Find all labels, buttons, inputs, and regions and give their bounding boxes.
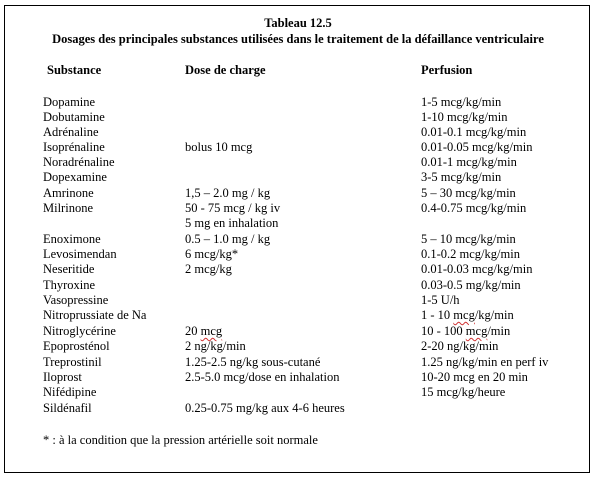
cell-perfusion: 10 - 100 mcg/min [421,324,511,338]
cell-dose: 5 mg en inhalation [185,216,279,230]
cell-perfusion: 10-20 mcg en 20 min [421,370,528,384]
header-perfusion: Perfusion [421,63,473,77]
table-row [0,140,596,155]
cell-perfusion: 1-10 mcg/kg/min [421,110,508,124]
cell-substance: Neseritide [43,262,95,276]
table-row [0,293,596,308]
cell-dose: 2.5-5.0 mcg/dose en inhalation [185,370,340,384]
cell-dose: 50 - 75 mcg / kg iv [185,201,281,215]
cell-perfusion: 0.4-0.75 mcg/kg/min [421,201,527,215]
table-row [0,370,596,385]
cell-substance: Dobutamine [43,110,105,124]
cell-dose: 20 mcg [185,324,223,338]
cell-dose: 1.25-2.5 ng/kg sous-cutané [185,355,321,369]
cell-substance: Dopamine [43,95,96,109]
cell-perfusion: 3-5 mcg/kg/min [421,170,502,184]
table-row [0,216,596,231]
cell-perfusion: 1-5 mcg/kg/min [421,95,502,109]
cell-substance: Adrénaline [43,125,99,139]
cell-perfusion: 5 – 10 mcg/kg/min [421,232,516,246]
cell-dose: 0.5 – 1.0 mg / kg [185,232,271,246]
cell-dose: 2 ng/kg/min [185,339,246,353]
cell-perfusion: 0.01-0.05 mcg/kg/min [421,140,533,154]
cell-perfusion: 2-20 ng/kg/min [421,339,499,353]
table-row [0,401,596,416]
cell-substance: Nifédipine [43,385,97,399]
cell-substance: Thyroxine [43,278,96,292]
table-row [0,278,596,293]
cell-dose: 2 mcg/kg [185,262,232,276]
cell-perfusion: 0.01-1 mcg/kg/min [421,155,517,169]
cell-perfusion: 0.01-0.03 mcg/kg/min [421,262,533,276]
cell-perfusion: 0.01-0.1 mcg/kg/min [421,125,527,139]
table-row [0,155,596,170]
cell-substance: Vasopressine [43,293,109,307]
cell-perfusion: 15 mcg/kg/heure [421,385,506,399]
cell-perfusion: 1-5 U/h [421,293,460,307]
cell-substance: Iloprost [43,370,82,384]
cell-substance: Amrinone [43,186,94,200]
cell-perfusion: 1.25 ng/kg/min en perf iv [421,355,549,369]
table-footnote: * : à la condition que la pression artérielle soit normale [43,433,318,447]
header-dose: Dose de charge [185,63,266,77]
table-row [0,247,596,262]
table-row [0,262,596,277]
table-row [0,125,596,140]
cell-substance: Isoprénaline [43,140,105,154]
cell-perfusion: 1 - 10 mcg/kg/min [421,308,514,322]
table-row [0,170,596,185]
cell-substance: Epoprosténol [43,339,110,353]
cell-perfusion: 5 – 30 mcg/kg/min [421,186,516,200]
table-row [0,339,596,354]
cell-substance: Milrinone [43,201,93,215]
table-row [0,110,596,125]
table-row [0,308,596,323]
cell-dose: 6 mcg/kg* [185,247,239,261]
table-row [0,186,596,201]
cell-perfusion: 0.1-0.2 mcg/kg/min [421,247,520,261]
cell-perfusion: 0.03-0.5 mg/kg/min [421,278,521,292]
cell-substance: Treprostinil [43,355,102,369]
cell-substance: Noradrénaline [43,155,115,169]
cell-dose: 0.25-0.75 mg/kg aux 4-6 heures [185,401,345,415]
header-substance: Substance [47,63,102,77]
cell-substance: Dopexamine [43,170,107,184]
cell-dose: 1,5 – 2.0 mg / kg [185,186,271,200]
table-row [0,201,596,216]
table-subtitle: Dosages des principales substances utilisées dans le traitement de la défaillance ventriculaire [52,32,544,46]
table-row [0,385,596,400]
table-row [0,232,596,247]
table-title: Tableau 12.5 [264,16,332,30]
cell-dose: bolus 10 mcg [185,140,253,154]
cell-substance: Enoximone [43,232,101,246]
table-row [0,95,596,110]
cell-substance: Nitroprussiate de Na [43,308,147,322]
table-row [0,355,596,370]
cell-substance: Nitroglycérine [43,324,116,338]
cell-substance: Levosimendan [43,247,117,261]
table-row [0,324,596,339]
cell-substance: Sildénafil [43,401,92,415]
